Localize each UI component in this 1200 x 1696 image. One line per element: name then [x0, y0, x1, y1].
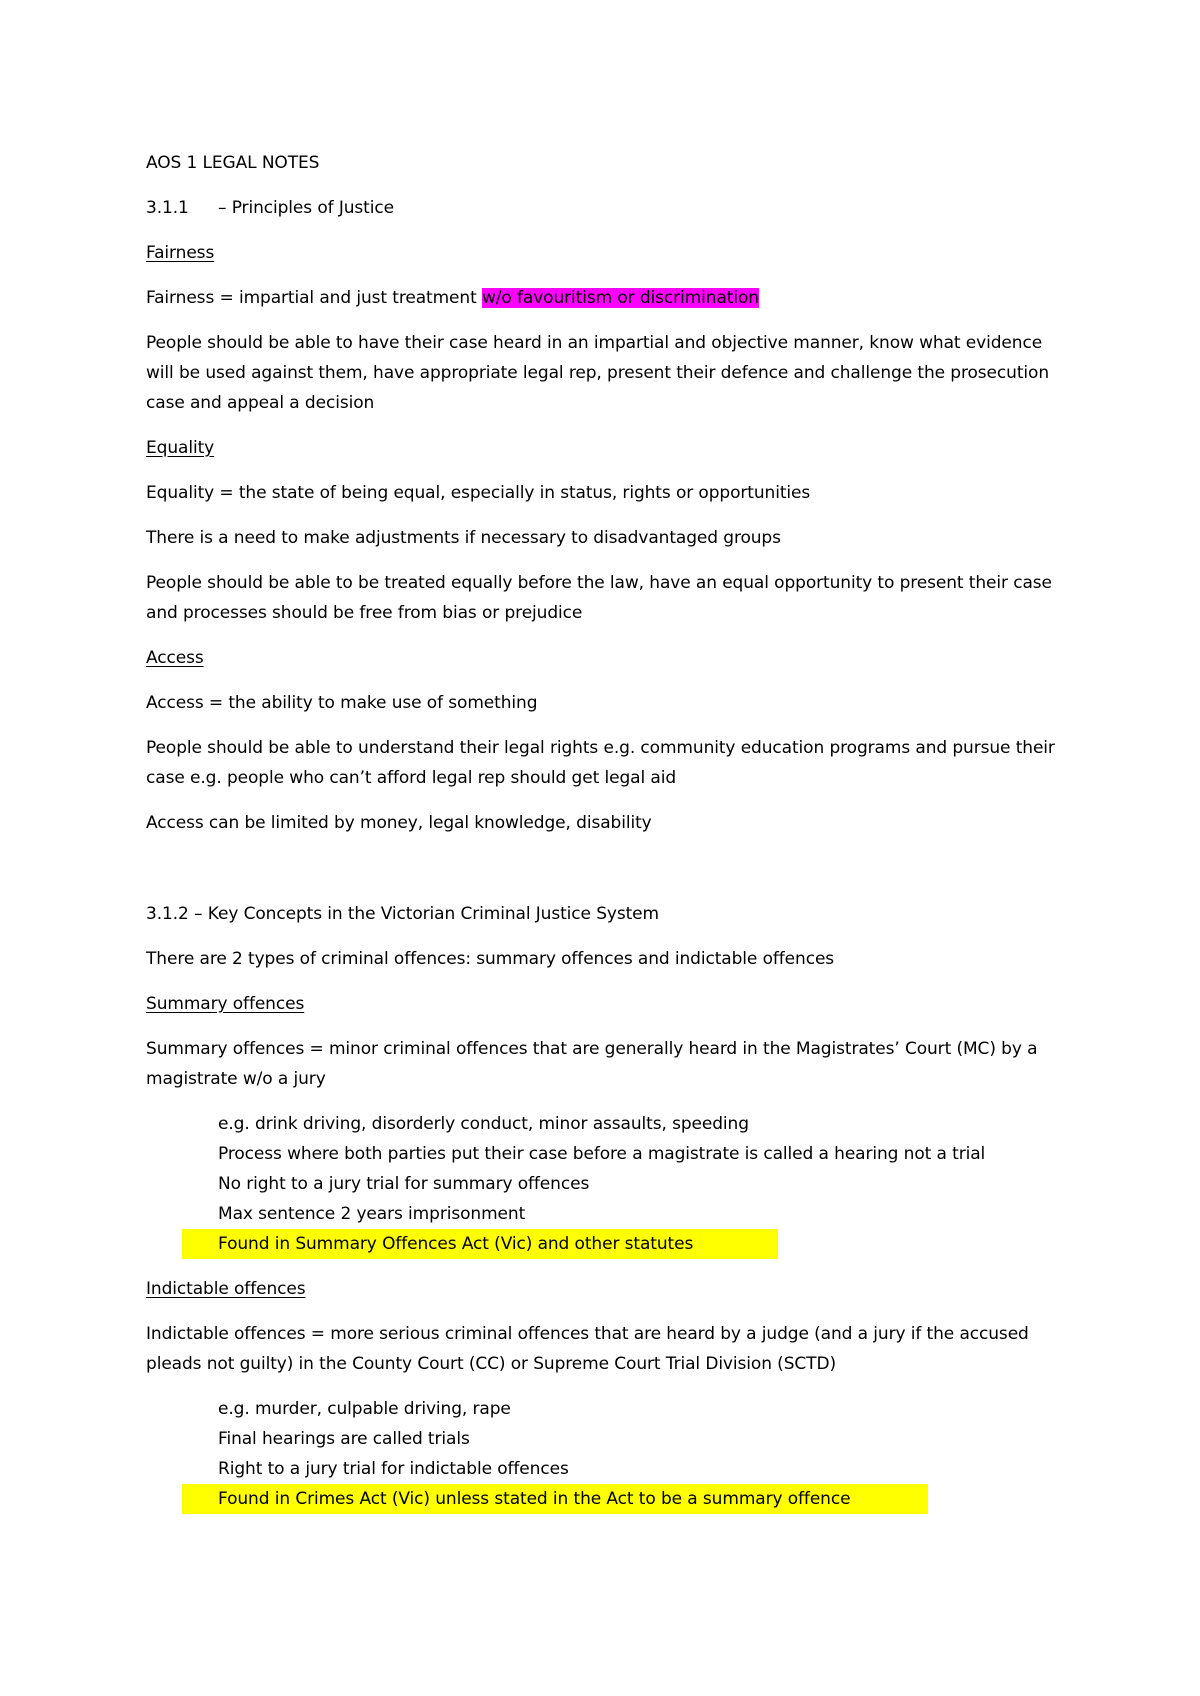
- summary-offences-definition: Summary offences = minor criminal offences that are generally heard in the Magistrates’ Court (MC) by a magistrate w/o a jury: [146, 1039, 1038, 1089]
- list-item: Process where both parties put their case before a magistrate is called a hearing not a trial: [218, 1144, 986, 1164]
- list-item: Final hearings are called trials: [218, 1429, 470, 1449]
- summary-offences-heading: Summary offences: [146, 994, 305, 1014]
- indictable-offences-heading: Indictable offences: [146, 1279, 306, 1299]
- indictable-offences-list: [146, 1394, 1066, 1514]
- summary-offences-list: [146, 1109, 1066, 1259]
- fairness-definition-text: Fairness = impartial and just treatment: [146, 288, 482, 308]
- fairness-paragraph: People should be able to have their case heard in an impartial and objective manner, know what evidence will be used against them, have appropriate legal rep, present their defence and challenge the prosecution case and appeal a decision: [146, 333, 1049, 413]
- list-item: Max sentence 2 years imprisonment: [218, 1204, 526, 1224]
- document-title: AOS 1 LEGAL NOTES: [146, 153, 320, 173]
- access-heading: Access: [146, 648, 204, 668]
- list-item: Right to a jury trial for indictable offences: [218, 1459, 569, 1479]
- section-number: 3.1.1: [146, 198, 189, 218]
- section-heading-3-1-2: 3.1.2 – Key Concepts in the Victorian Criminal Justice System: [146, 904, 659, 924]
- access-paragraph-2: Access can be limited by money, legal knowledge, disability: [146, 813, 652, 833]
- indictable-offences-definition: Indictable offences = more serious criminal offences that are heard by a judge (and a jury if the accused pleads not guilty) in the County Court (CC) or Supreme Court Trial Division (SCTD): [146, 1324, 1029, 1374]
- document-body: [146, 148, 1066, 1529]
- equality-definition: Equality = the state of being equal, especially in status, rights or opportunities: [146, 483, 811, 503]
- equality-heading: Equality: [146, 438, 215, 458]
- section-heading-3-1-1: [146, 193, 1066, 223]
- list-item: e.g. drink driving, disorderly conduct, minor assaults, speeding: [218, 1114, 749, 1134]
- fairness-definition-highlight: w/o favouritism or discrimination: [481, 288, 759, 308]
- fairness-heading: Fairness: [146, 243, 215, 263]
- list-item: e.g. murder, culpable driving, rape: [218, 1399, 511, 1419]
- list-item-highlighted: Found in Crimes Act (Vic) unless stated in the Act to be a summary offence: [182, 1484, 928, 1514]
- equality-paragraph-1: There is a need to make adjustments if necessary to disadvantaged groups: [146, 528, 781, 548]
- equality-paragraph-2: People should be able to be treated equally before the law, have an equal opportunity to present their case and processes should be free from bias or prejudice: [146, 573, 1052, 623]
- fairness-definition: [146, 283, 1066, 313]
- list-item: No right to a jury trial for summary offences: [218, 1174, 590, 1194]
- access-definition: Access = the ability to make use of something: [146, 693, 538, 713]
- access-paragraph-1: People should be able to understand their legal rights e.g. community education programs and pursue their case e.g. people who can’t afford legal rep should get legal aid: [146, 738, 1055, 788]
- section-title: – Principles of Justice: [218, 198, 394, 218]
- list-item-highlighted: Found in Summary Offences Act (Vic) and other statutes: [182, 1229, 778, 1259]
- section-spacer: [146, 853, 1066, 899]
- section-intro: There are 2 types of criminal offences: summary offences and indictable offences: [146, 949, 835, 969]
